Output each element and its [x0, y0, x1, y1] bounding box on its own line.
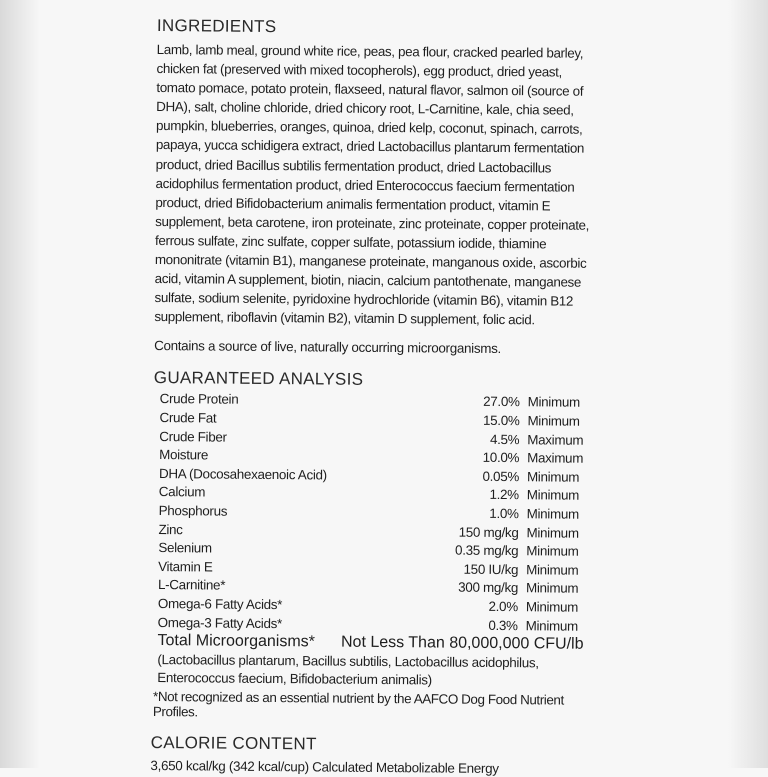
analysis-basis: Minimum — [525, 599, 579, 615]
analysis-name: Phosphorus — [158, 503, 228, 519]
analysis-value: 15.0% — [482, 412, 520, 429]
guaranteed-analysis-table — [152, 390, 594, 636]
analysis-name: Zinc — [158, 521, 183, 537]
guaranteed-analysis-section — [151, 368, 594, 722]
analysis-basis: Maximum — [527, 450, 584, 466]
analysis-basis: Minimum — [525, 580, 579, 597]
left-edge-shadow — [0, 0, 40, 768]
analysis-name: Crude Fat — [159, 410, 217, 426]
analysis-value: 0.3% — [488, 617, 518, 633]
microorganism-list-line: Enterococcus faecium, Bifidobacterium animalis) — [157, 670, 432, 688]
analysis-value: Not Less Than 80,000,000 CFU/lb — [340, 633, 584, 653]
analysis-basis: Minimum — [526, 487, 580, 504]
ingredients-section — [154, 16, 597, 357]
analysis-value: 300 mg/kg — [458, 579, 519, 596]
analysis-name: Crude Protein — [159, 391, 239, 408]
analysis-value: 0.05% — [482, 468, 520, 484]
analysis-value: 2.0% — [488, 598, 518, 615]
guaranteed-analysis-heading: GUARANTEED ANALYSIS — [153, 368, 364, 390]
analysis-name: Omega-3 Fatty Acids* — [157, 614, 283, 631]
analysis-name: L-Carnitine* — [157, 577, 226, 593]
nutrition-label — [150, 16, 597, 777]
analysis-value: 1.2% — [489, 487, 519, 503]
aafco-footnote: *Not recognized as an essential nutrient by the AAFCO Dog Food Nutrient Profiles. — [152, 688, 564, 720]
analysis-value: 1.0% — [489, 505, 519, 522]
analysis-name: Selenium — [158, 540, 212, 556]
analysis-value: 10.0% — [482, 450, 520, 466]
calorie-section — [150, 733, 590, 777]
analysis-value: 150 IU/kg — [463, 561, 519, 577]
analysis-value: 27.0% — [483, 394, 520, 410]
analysis-value: 4.5% — [489, 431, 520, 447]
analysis-basis: Minimum — [526, 543, 579, 559]
analysis-basis: Minimum — [526, 506, 579, 522]
ingredients-list: Lamb, lamb meal, ground white rice, peas, pea flour, cracked pearled barley, chicken fat (preserved with mixed tocopherols), egg product, dried yeast, tomato pomace, potato protein, flaxseed, natural flavor, salmon oil (source of DHA), salt, choline chloride, dried chicory root, L-Carnitine, kale, chia seed, pumpkin, blueberries, oranges, quinoa, dried kelp, coconut, spinach, carrots, papaya, yucca schidigera extract, dried Lactobacillus plantarum fermentation product, dried Bacillus subtilis fermentation product, dried Lactobacillus acidophilus fermentation product, dried Enterococcus faecium fermentation product, dried Bifidobacterium animalis fermentation product, vitamin E supplement, beta carotene, iron proteinate, zinc proteinate, copper proteinate, ferrous sulfate, zinc sulfate, copper sulfate, potassium iodide, thiamine mononitrate (vitamin B1), manganese proteinate, manganous oxide, ascorbic acid, vitamin A supplement, biotin, niacin, calcium pantothenate, manganese sulfate, sodium selenite, pyridoxine hydrochloride (vitamin B6), vitamin B12 supplement, riboflavin (vitamin B2), vitamin D supplement, folic acid. — [154, 41, 590, 328]
microorganism-list — [157, 651, 591, 692]
calorie-heading: CALORIE CONTENT — [150, 732, 317, 754]
analysis-value: 0.35 mg/kg — [455, 542, 519, 559]
analysis-name: Vitamin E — [158, 558, 213, 575]
microorganisms-note: Contains a source of live, naturally occurring microorganisms. — [154, 338, 502, 357]
ingredients-heading: INGREDIENTS — [156, 16, 277, 37]
analysis-name: Omega-6 Fatty Acids* — [157, 595, 283, 613]
microorganism-list-line: (Lactobacillus plantarum, Bacillus subtilis, Lactobacillus acidophilus, — [157, 651, 539, 671]
analysis-basis: Minimum — [527, 394, 580, 411]
analysis-basis: Minimum — [526, 524, 579, 541]
analysis-name: Crude Fiber — [159, 428, 227, 445]
analysis-name: Calcium — [158, 484, 206, 500]
analysis-name: Moisture — [159, 447, 209, 463]
right-edge-shadow — [728, 0, 768, 768]
analysis-basis: Minimum — [526, 469, 580, 485]
analysis-basis: Maximum — [527, 431, 584, 448]
table-row — [151, 632, 591, 654]
analysis-name: Total Microorganisms* — [157, 632, 316, 651]
analysis-basis: Minimum — [525, 617, 578, 634]
calorie-text: 3,650 kcal/kg (342 kcal/cup) Calculated Metabolizable Energy — [150, 757, 499, 776]
analysis-value: 150 mg/kg — [458, 524, 519, 540]
analysis-name: DHA (Docosahexaenoic Acid) — [158, 465, 327, 483]
analysis-basis: Minimum — [526, 561, 579, 578]
analysis-basis: Minimum — [527, 413, 580, 429]
